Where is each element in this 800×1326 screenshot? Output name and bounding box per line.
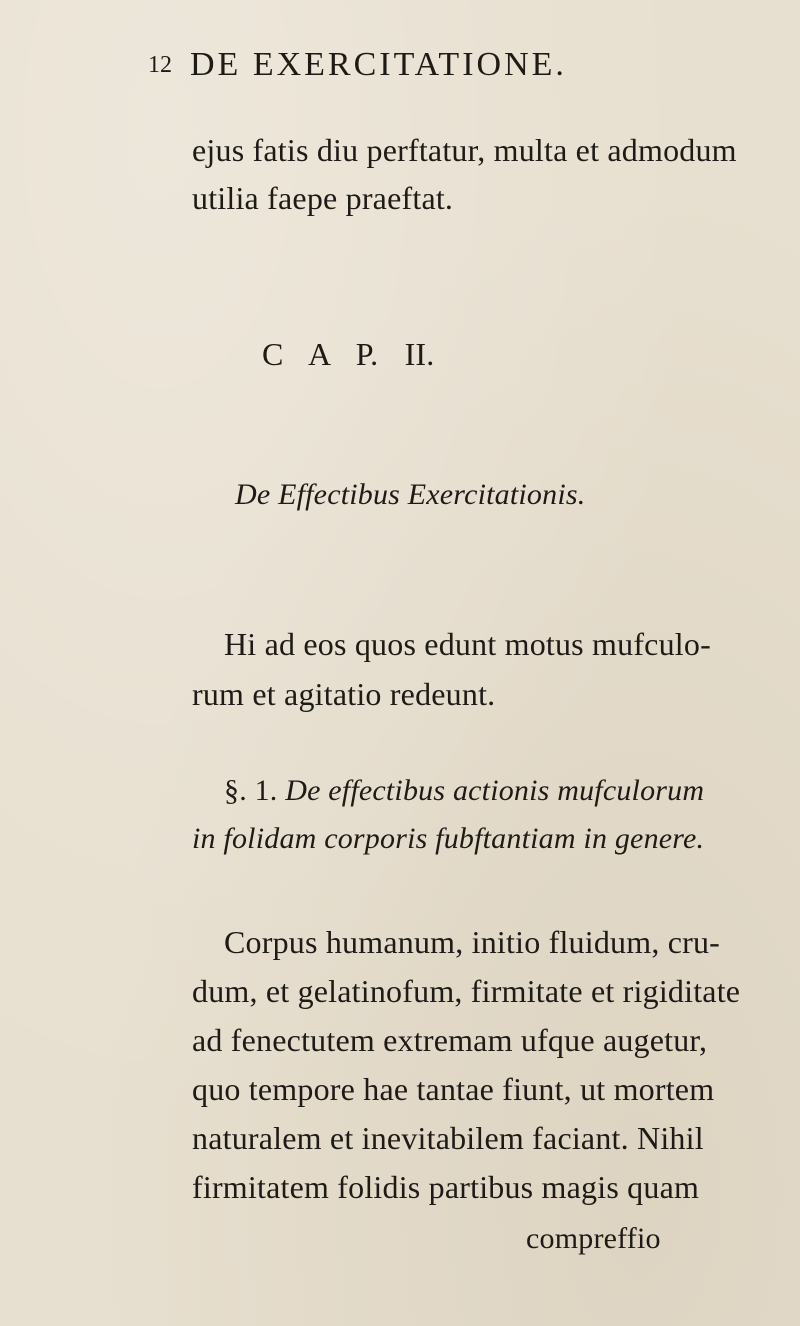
text-line: rum et agitatio redeunt. — [192, 676, 496, 712]
running-header — [148, 46, 567, 84]
section-title — [224, 774, 704, 808]
section-title-line: De effectibus actionis mufculorum — [285, 774, 705, 807]
text-line: ejus fatis diu perftatur, multa et admodum — [192, 132, 737, 168]
section-title-line: in folidam corporis fubftantiam in genere. — [192, 822, 705, 855]
running-title: DE EXERCITATIONE. — [190, 46, 567, 83]
text-line: Corpus humanum, initio fluidum, cru- — [224, 924, 721, 960]
text-line: dum, et gelatinofum, firmitate et rigiditate — [192, 973, 741, 1009]
text-line: utilia faepe praeftat. — [192, 180, 454, 216]
section-number: §. 1. — [224, 774, 278, 807]
page-number: 12 — [148, 52, 172, 78]
text-line: ad fenectutem extremam ufque augetur, — [192, 1022, 708, 1058]
chapter-subtitle: De Effectibus Exercitationis. — [235, 478, 586, 511]
chapter-heading: C A P. II. — [262, 336, 435, 372]
text-line: naturalem et inevitabilem faciant. Nihil — [192, 1120, 704, 1156]
text-line: Hi ad eos quos edunt motus mufculo- — [224, 626, 711, 662]
text-line: firmitatem folidis partibus magis quam — [192, 1169, 700, 1205]
text-line: quo tempore hae tantae fiunt, ut mortem — [192, 1071, 715, 1107]
catchword: compreffio — [526, 1222, 661, 1255]
